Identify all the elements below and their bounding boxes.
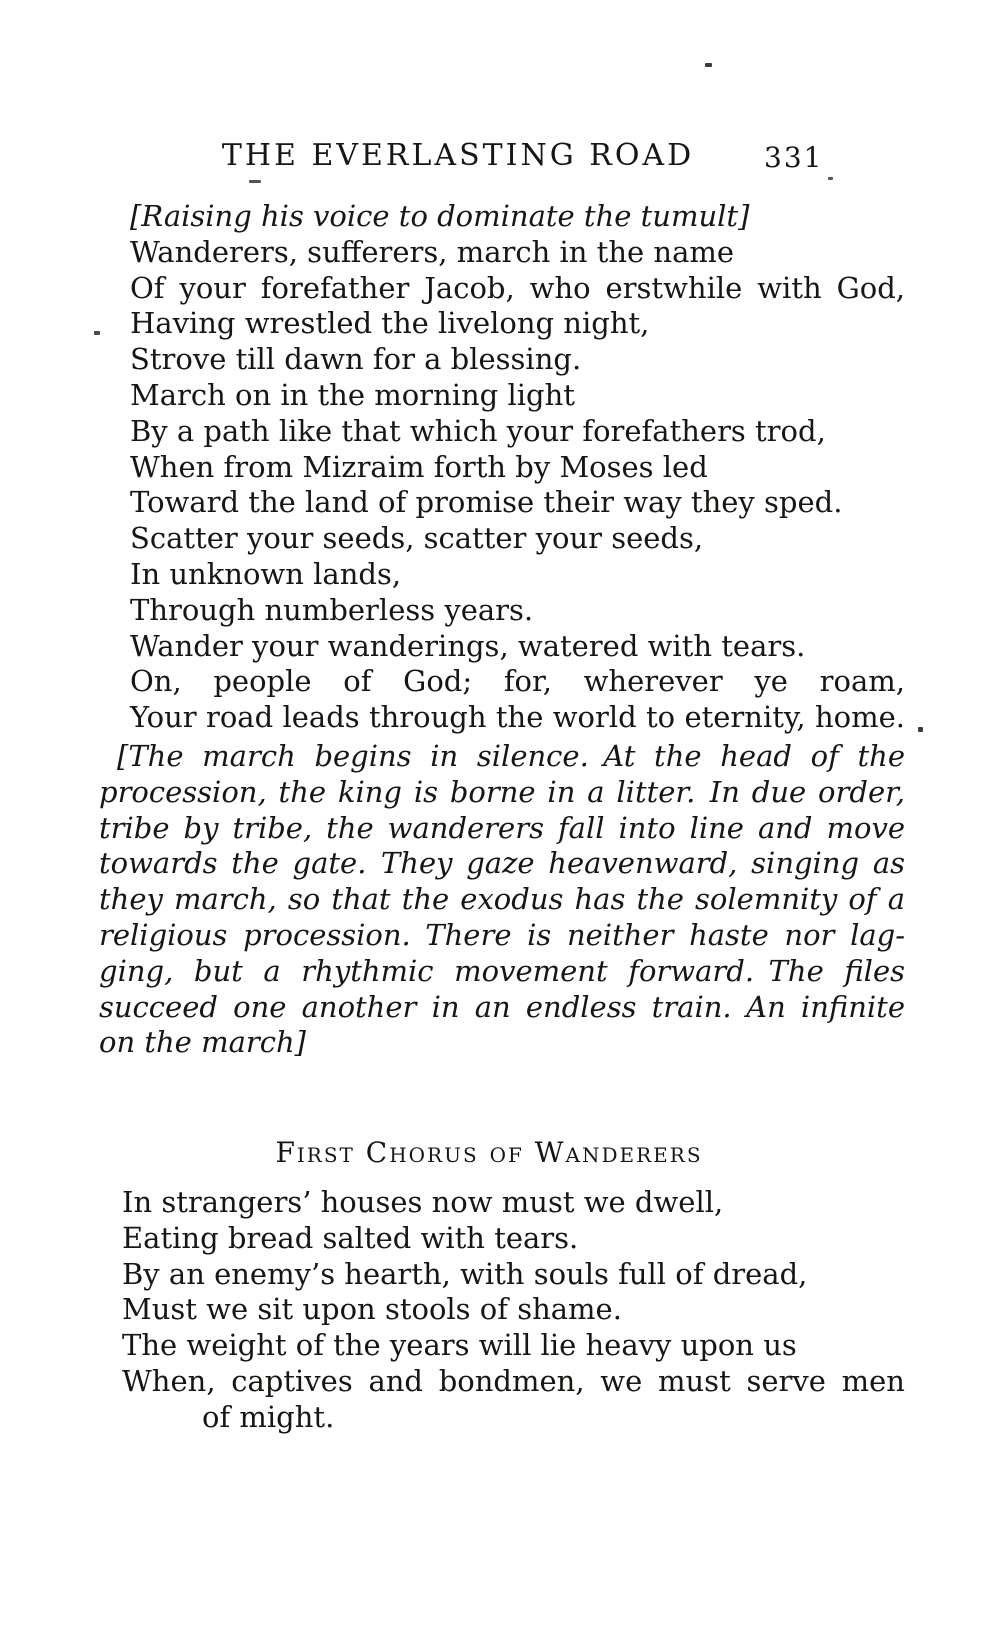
direction-line: ging, but a rhythmic movement forward. The files — [99, 953, 905, 988]
direction-line: succeed one another in an endless train. An infinite — [99, 989, 905, 1024]
page-content — [0, 199, 1004, 1436]
verse-line: March on in the morning light — [130, 377, 575, 412]
verse-line: Strove till dawn for a blessing. — [130, 342, 582, 377]
verse-line: Through numberless years. — [130, 592, 534, 627]
verse-line: Eating bread salted with tears. — [122, 1220, 579, 1255]
verse-line: The weight of the years will lie heavy upon us — [122, 1328, 797, 1363]
verse-line: Wander your wanderings, watered with tears. — [130, 628, 806, 663]
direction-line: [The march begins in silence. At the head of the — [117, 738, 905, 773]
verse-first-chorus — [122, 1185, 905, 1436]
running-title: THE EVERLASTING ROAD — [221, 138, 695, 173]
verse-line: Toward the land of promise their way they sped. — [130, 485, 843, 520]
verse-king-speech — [130, 235, 905, 736]
verse-line: When from Mizraim forth by Moses led — [130, 449, 708, 484]
verse-line: When, captives and bondmen, we must serve men — [122, 1363, 905, 1398]
direction-line: towards the gate. They gaze heavenward, singing as — [99, 846, 905, 881]
direction-line: on the march] — [99, 1025, 306, 1060]
verse-line: Of your forefather Jacob, who erstwhile with God, — [130, 270, 905, 305]
verse-line: In strangers’ houses now must we dwell, — [122, 1184, 724, 1219]
verse-line: of might. — [202, 1399, 335, 1434]
direction-line: they march, so that the exodus has the solemnity of a — [99, 882, 905, 917]
scan-speck — [918, 727, 923, 732]
verse-line: Having wrestled the livelong night, — [130, 306, 650, 341]
verse-line: Wanderers, sufferers, march in the name — [130, 234, 735, 269]
verse-line: Your road leads through the world to eternity, home. — [130, 700, 905, 735]
verse-line: Must we sit upon stools of shame. — [122, 1292, 622, 1327]
verse-line: By a path like that which your forefathers trod, — [130, 413, 826, 448]
scan-speck — [249, 180, 261, 183]
scan-speck — [94, 331, 100, 335]
direction-line: religious procession. There is neither haste nor lag- — [99, 917, 905, 952]
verse-line: By an enemy’s hearth, with souls full of dread, — [122, 1256, 808, 1291]
section-heading: First Chorus of Wanderers — [275, 1136, 703, 1170]
direction-line: tribe by tribe, the wanderers fall into line and move — [99, 810, 905, 845]
stage-direction-march — [99, 739, 905, 1061]
scan-speck — [828, 177, 833, 180]
scan-speck — [705, 63, 712, 67]
verse-line: Scatter your seeds, scatter your seeds, — [130, 521, 704, 556]
direction-line: procession, the king is borne in a litter. In due order, — [99, 774, 905, 809]
verse-line: In unknown lands, — [130, 556, 402, 591]
page-number: 331 — [764, 141, 824, 174]
verse-line: On, people of God; for, wherever ye roam, — [130, 664, 905, 699]
stage-direction-opening: [Raising his voice to dominate the tumult] — [130, 199, 750, 233]
